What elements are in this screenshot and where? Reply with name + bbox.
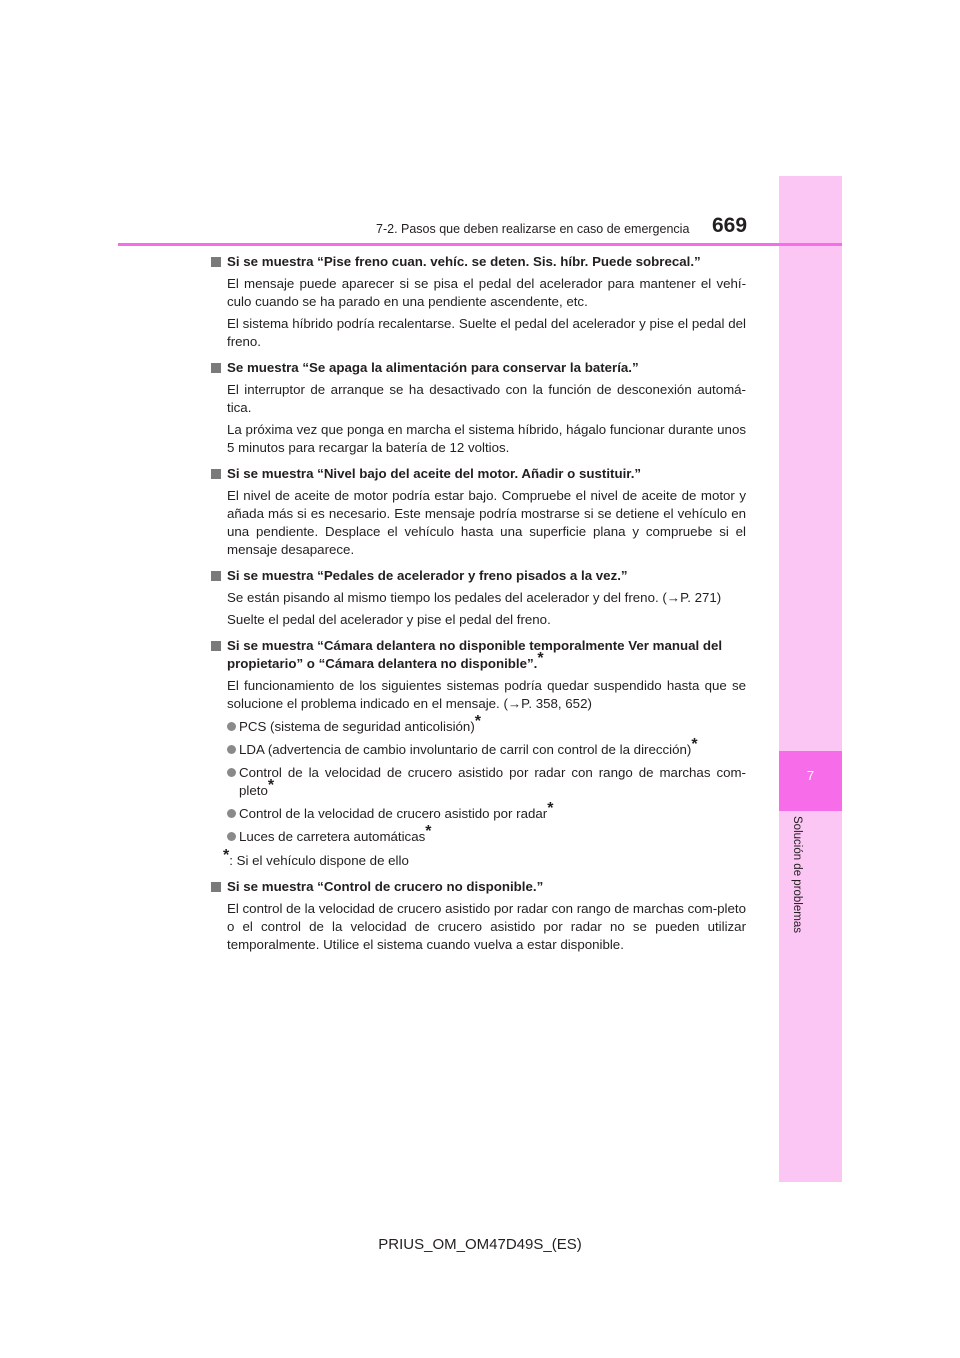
list-item: LDA (advertencia de cambio involuntario de carril con control de la dirección)* xyxy=(211,741,746,759)
square-bullet-icon xyxy=(211,641,221,651)
circle-bullet-icon xyxy=(227,768,236,777)
circle-bullet-icon xyxy=(227,809,236,818)
square-bullet-icon xyxy=(211,571,221,581)
paragraph: La próxima vez que ponga en marcha el sistema híbrido, hágalo funcionar durante unos 5 minutos para recargar la batería de 12 voltios. xyxy=(227,422,746,455)
chapter-title: Solución de problemas xyxy=(791,816,803,933)
circle-bullet-icon xyxy=(227,832,236,841)
square-bullet-icon xyxy=(211,882,221,892)
page-number: 669 xyxy=(712,214,748,237)
list-item: Control de la velocidad de crucero asistido por radar con rango de marchas com-pleto* xyxy=(211,764,746,800)
section-heading: Si se muestra “Pise freno cuan. vehíc. se deten. Sis. híbr. Puede sobrecal.” xyxy=(211,253,746,271)
square-bullet-icon xyxy=(211,363,221,373)
paragraph: El mensaje puede aparecer si se pisa el pedal del acelerador para mantener el vehí-culo cuando se ha parado en una pendiente ascendente, etc. xyxy=(227,276,746,309)
chapter-side-tab xyxy=(779,176,842,1182)
footnote-star: * xyxy=(267,777,275,794)
paragraph: El interruptor de arranque se ha desactivado con la función de desconexión automá-tica. xyxy=(227,382,746,415)
chapter-number: 7 xyxy=(806,768,815,783)
section-heading: Si se muestra “Pedales de acelerador y freno pisados a la vez.” xyxy=(211,567,746,585)
paragraph: El funcionamiento de los siguientes sistemas podría quedar suspendido hasta que se solucione el problema indicado en el mensaje. (→P. 358, 652) xyxy=(227,678,746,711)
footnote: *: Si el vehículo dispone de ello xyxy=(223,847,409,868)
paragraph: El nivel de aceite de motor podría estar bajo. Compruebe el nivel de aceite de motor y añada más si es necesario. Este mensaje podría mostrarse si se detiene el vehículo en una pendiente. Desplace el vehículo hasta una superficie plana y compruebe si el mensaje desaparece. xyxy=(227,488,746,557)
paragraph: El sistema híbrido podría recalentarse. Suelte el pedal del acelerador y pise el pedal del freno. xyxy=(227,316,746,349)
footnote-star: * xyxy=(547,800,554,817)
list-item: PCS (sistema de seguridad anticolisión)* xyxy=(211,718,746,736)
section-heading: Si se muestra “Nivel bajo del aceite del motor. Añadir o sustituir.” xyxy=(211,465,746,483)
document-code: PRIUS_OM_OM47D49S_(ES) xyxy=(378,1236,582,1253)
paragraph: El control de la velocidad de crucero asistido por radar con rango de marchas com-pleto o el control de la velocidad de crucero asistido por radar no se pueden utilizar temporalmente. Utilice el sistema cuando vuelva a estar disponible. xyxy=(227,901,746,952)
footnote-star: * xyxy=(425,823,432,840)
circle-bullet-icon xyxy=(227,722,236,731)
paragraph: Se están pisando al mismo tiempo los pedales del acelerador y del freno. (→P. 271) xyxy=(227,590,722,605)
square-bullet-icon xyxy=(211,469,221,479)
footnote-star: * xyxy=(537,650,544,667)
footnote-star: * xyxy=(691,736,698,753)
page-content xyxy=(211,253,746,954)
section-title: 7-2. Pasos que deben realizarse en caso de emergencia xyxy=(376,222,690,236)
section-heading: Si se muestra “Control de crucero no disponible.” xyxy=(211,878,746,896)
header-divider xyxy=(118,243,842,246)
footnote-star: * xyxy=(223,847,230,864)
section-heading: Se muestra “Se apaga la alimentación para conservar la batería.” xyxy=(211,359,746,377)
list-item: Luces de carretera automáticas* xyxy=(211,828,746,846)
footnote-star: * xyxy=(474,713,481,730)
square-bullet-icon xyxy=(211,257,221,267)
section-heading: Si se muestra “Cámara delantera no disponible temporalmente Ver manual del propietario” o “Cámara delantera no disponible”.* xyxy=(211,637,746,673)
list-item: Control de la velocidad de crucero asistido por radar* xyxy=(211,805,746,823)
circle-bullet-icon xyxy=(227,745,236,754)
paragraph: Suelte el pedal del acelerador y pise el pedal del freno. xyxy=(227,612,551,627)
